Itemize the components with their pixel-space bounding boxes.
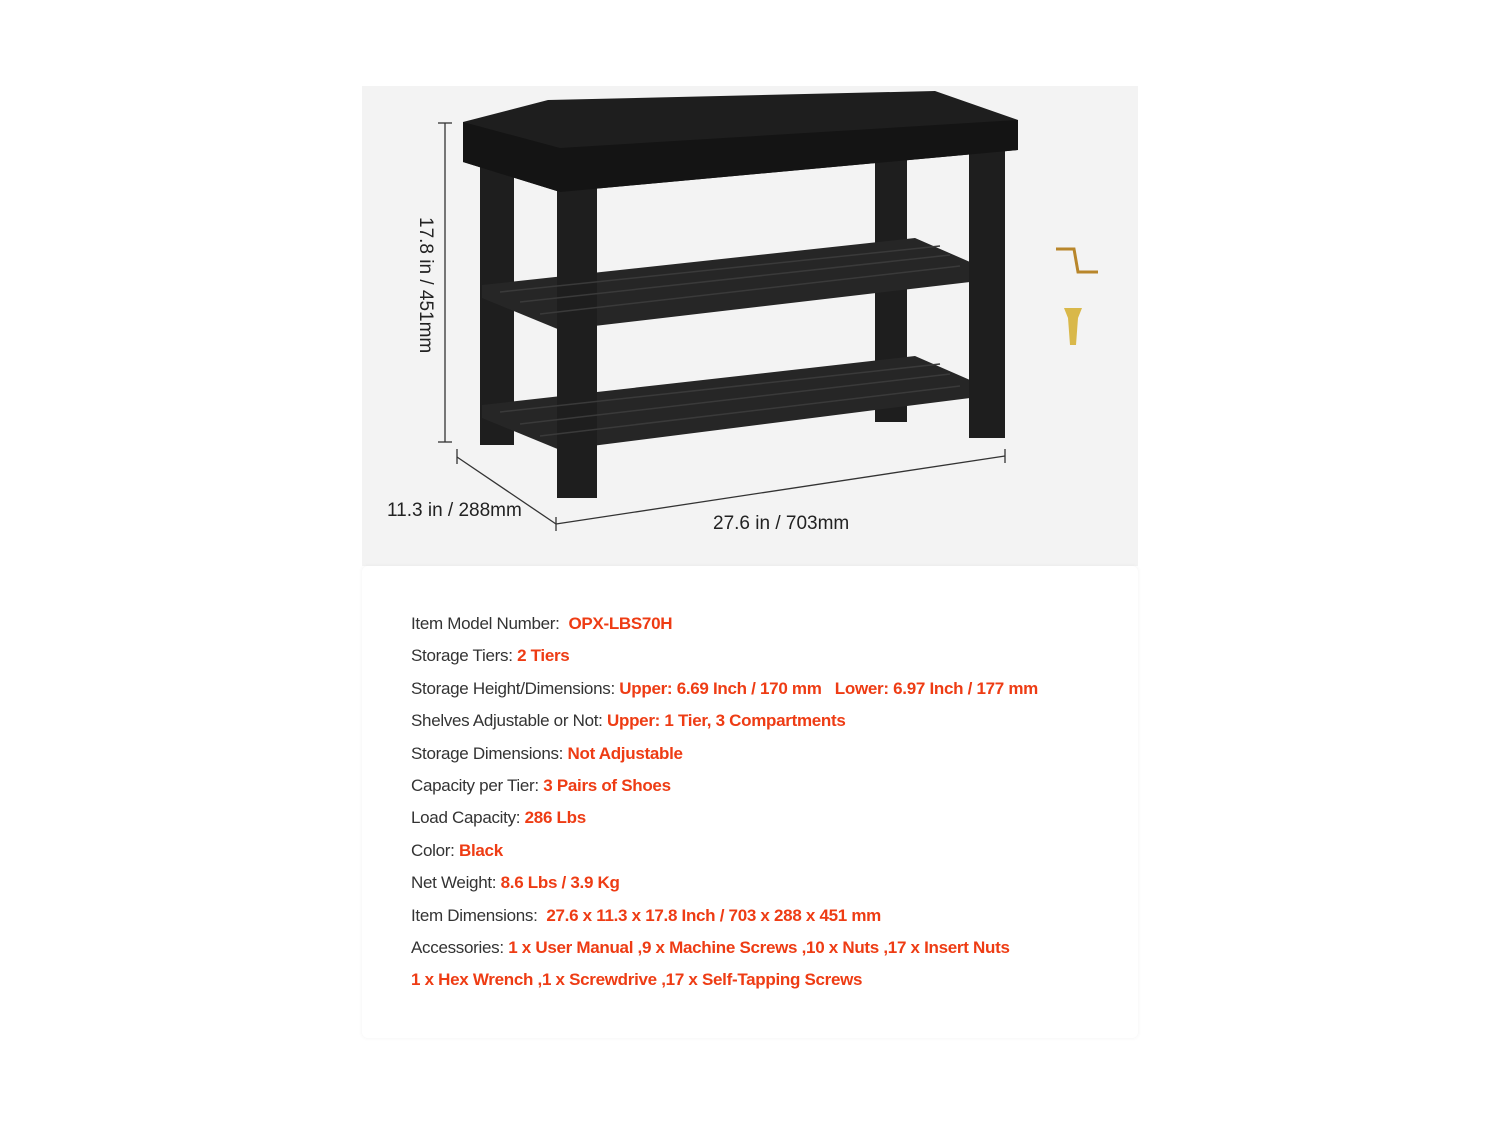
spec-label: Storage Dimensions: xyxy=(411,743,568,763)
spec-row xyxy=(411,904,1038,936)
spec-value: 286 Lbs xyxy=(524,808,586,828)
spec-row xyxy=(411,839,1038,871)
bench xyxy=(463,91,1018,498)
height-dimension-label: 17.8 in / 451mm xyxy=(415,217,436,354)
spec-row xyxy=(411,612,1038,644)
spec-label: Storage Height/Dimensions: xyxy=(411,678,620,698)
spec-value: 3 Pairs of Shoes xyxy=(543,775,671,795)
spec-row xyxy=(411,677,1038,709)
spec-value: Black xyxy=(458,840,503,860)
spec-value: OPX-LBS70H xyxy=(568,614,673,633)
spec-value: Not Adjustable xyxy=(567,743,683,763)
spec-row xyxy=(411,774,1038,806)
spec-value: Upper: 1 Tier, 3 Compartments xyxy=(607,711,846,731)
spec-list xyxy=(411,612,1038,1001)
spec-row xyxy=(411,644,1038,676)
spec-label: Shelves Adjustable or Not: xyxy=(411,711,608,731)
spec-label: Color: xyxy=(411,840,459,860)
spec-row xyxy=(411,709,1038,741)
spec-row xyxy=(411,968,1038,1000)
spec-row xyxy=(411,871,1038,903)
spec-row xyxy=(411,742,1038,774)
spec-label: Load Capacity: xyxy=(411,808,525,828)
spec-label: Net Weight: xyxy=(411,873,501,893)
dimension-lines xyxy=(438,123,1005,531)
screwdriver-icon xyxy=(1064,308,1082,345)
spec-label: Capacity per Tier: xyxy=(411,775,544,795)
width-dimension-label: 27.6 in / 703mm xyxy=(713,513,850,534)
spec-value: 27.6 x 11.3 x 17.8 Inch / 703 x 288 x 451 mm xyxy=(546,905,881,925)
spec-label: Accessories: xyxy=(411,937,509,957)
spec-value: 1 x User Manual ,9 x Machine Screws ,10 x Nuts ,17 x Insert Nuts xyxy=(508,937,1010,957)
spec-label: Item Model Number: xyxy=(411,614,569,633)
spec-label: Item Dimensions: xyxy=(411,905,547,925)
depth-dimension-label: 11.3 in / 288mm xyxy=(387,500,522,521)
spec-label: Storage Tiers: xyxy=(411,646,518,666)
spec-value: 2 Tiers xyxy=(517,646,570,666)
spec-value: 8.6 Lbs / 3.9 Kg xyxy=(500,873,620,893)
spec-row xyxy=(411,806,1038,838)
spec-value: 1 x Hex Wrench ,1 x Screwdrive ,17 x Self-Tapping Screws xyxy=(411,970,863,990)
spec-value: Upper: 6.69 Inch / 170 mm Lower: 6.97 Inch / 177 mm xyxy=(619,678,1039,698)
hex-wrench-icon xyxy=(1056,249,1098,272)
spec-row xyxy=(411,936,1038,968)
